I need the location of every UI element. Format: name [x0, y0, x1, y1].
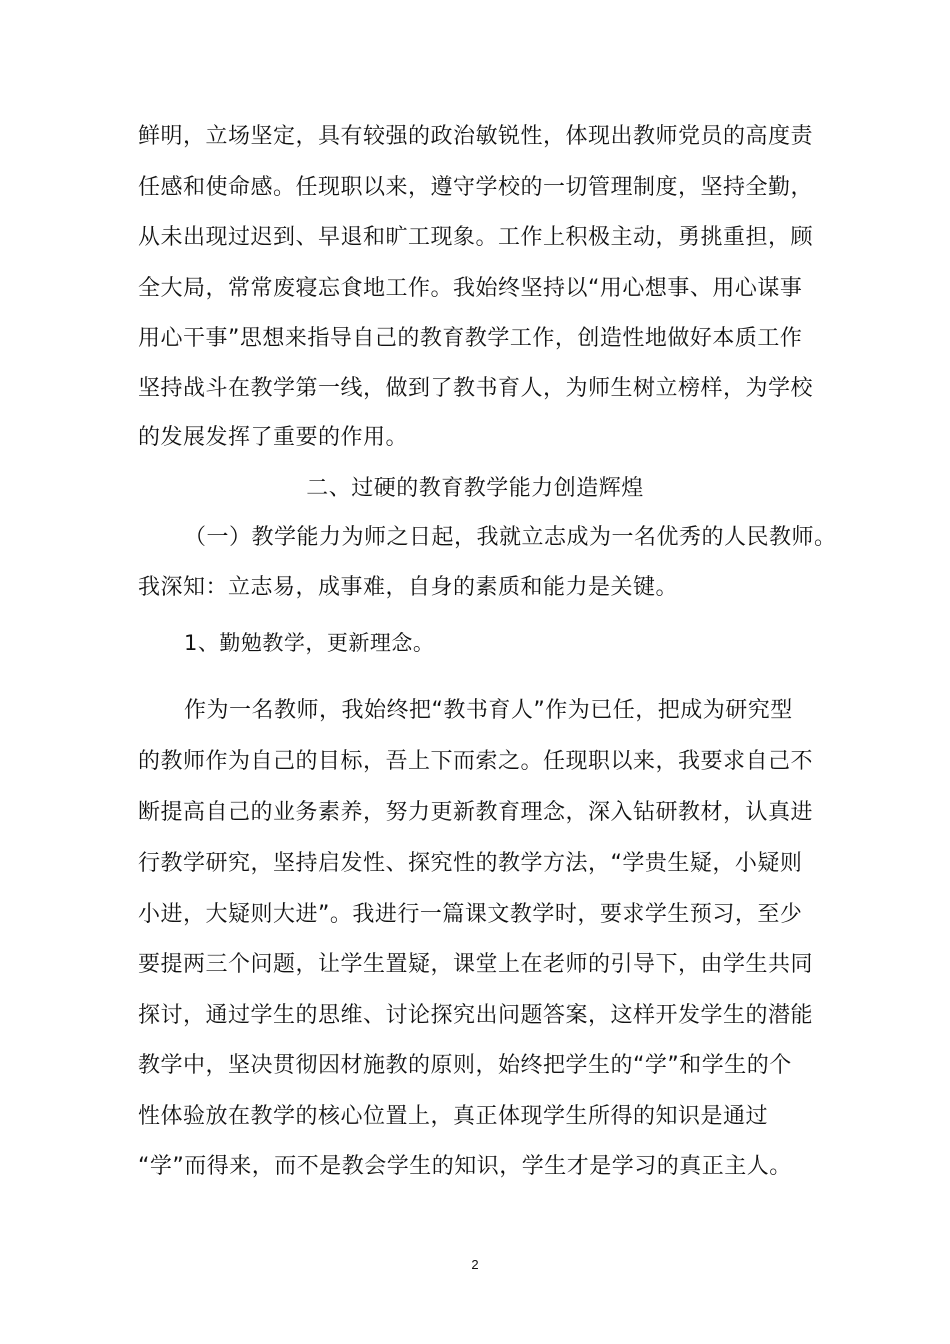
page-number: 2	[471, 1257, 479, 1272]
body-text-line: 从未出现过迟到、早退和旷工现象。工作上积极主动，勇挑重担，顾	[138, 225, 814, 250]
body-text-line: 探讨，通过学生的思维、讨论探究出问题答案，这样开发学生的潜能	[138, 1003, 814, 1028]
body-text-line: “学”而得来，而不是教会学生的知识，学生才是学习的真正主人。	[138, 1154, 792, 1179]
body-text-line: 行教学研究，坚持启发性、探究性的教学方法，“学贵生疑，小疑则	[138, 851, 803, 876]
body-text-line: 性体验放在教学的核心位置上，真正体现学生所得的知识是通过	[138, 1104, 769, 1129]
body-text-line: 断提高自己的业务素养，努力更新教育理念，深入钻研教材，认真进	[138, 800, 814, 825]
section-heading: 二、过硬的教育教学能力创造辉煌	[306, 476, 644, 501]
subsection-text-line: 我深知：立志易，成事难，自身的素质和能力是关键。	[138, 575, 679, 600]
body-text-line: 教学中，坚决贯彻因材施教的原则，始终把学生的“学”和学生的个	[138, 1053, 792, 1078]
item-heading: 1、勤勉教学，更新理念。	[184, 631, 435, 655]
body-text-line: 作为一名教师，我始终把“教书育人”作为已任，把成为研究型	[184, 698, 793, 723]
body-text-line: 用心干事”思想来指导自己的教育教学工作，创造性地做好本质工作	[138, 326, 803, 351]
body-text-line: 鲜明，立场坚定，具有较强的政治敏锐性，体现出教师党员的高度责	[138, 124, 814, 149]
body-text-line: 全大局，常常废寝忘食地工作。我始终坚持以“用心想事、用心谋事	[138, 276, 803, 301]
body-text-line: 要提两三个问题，让学生置疑，课堂上在老师的引导下，由学生共同	[138, 952, 814, 977]
body-text-line: 坚持战斗在教学第一线，做到了教书育人，为师生树立榜样，为学校	[138, 376, 814, 401]
body-text-line: 任感和使命感。任现职以来，遵守学校的一切管理制度，坚持全勤，	[138, 175, 814, 200]
subsection-heading-line: （一）教学能力为师之日起，我就立志成为一名优秀的人民教师。	[184, 525, 837, 550]
body-text-line: 小进，大疑则大进”。我进行一篇课文教学时，要求学生预习，至少	[138, 902, 803, 927]
body-text-line: 的发展发挥了重要的作用。	[138, 425, 409, 450]
body-text-line: 的教师作为自己的目标，吾上下而索之。任现职以来，我要求自己不	[138, 749, 814, 774]
